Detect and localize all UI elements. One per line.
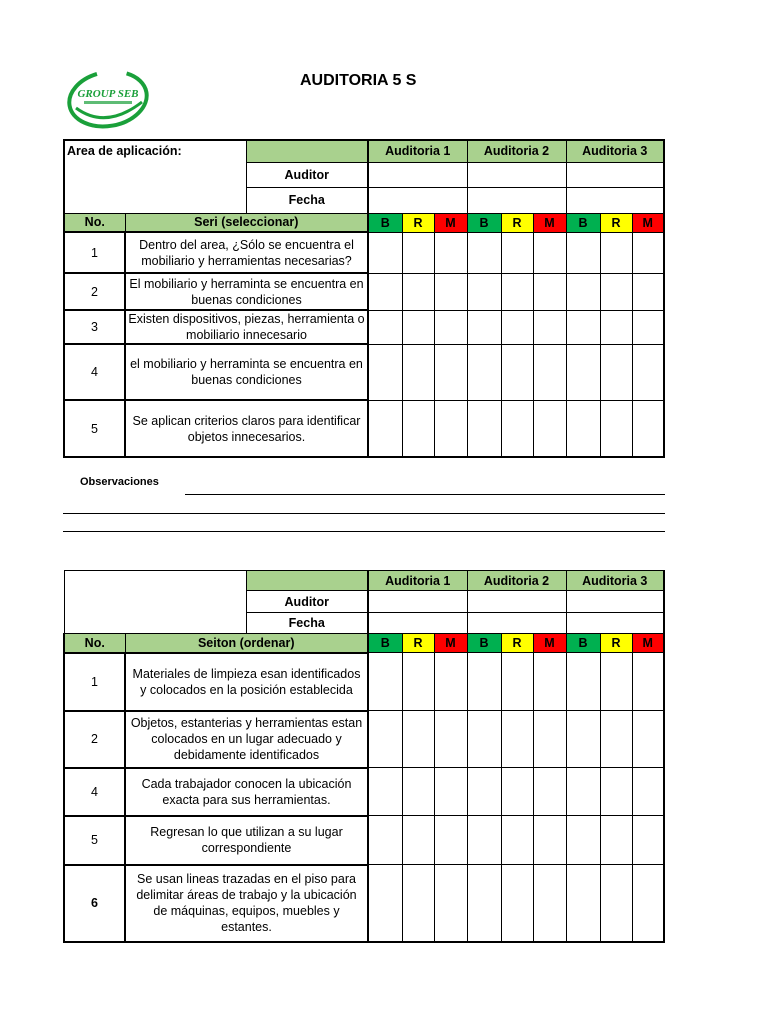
rating-cell-auditoria-3-b[interactable] [566,711,600,768]
rating-cell-auditoria-2-r[interactable] [501,344,533,400]
rating-cell-auditoria-2-m[interactable] [533,310,566,344]
rating-cell-auditoria-3-r[interactable] [600,400,632,457]
question-row [64,711,664,768]
question-text: Existen dispositivos, piezas, herramienta o mobiliario innecesario [125,310,368,344]
auditoria-2-header: Auditoria 2 [467,140,566,162]
rating-cell-auditoria-2-r[interactable] [501,865,533,942]
fecha-3-field[interactable] [566,187,664,213]
question-row [64,232,664,273]
rating-b-1-2: B [368,634,402,653]
rating-r-1: R [402,213,434,232]
auditor-label-2: Auditor [246,591,368,613]
rating-cell-auditoria-1-m[interactable] [434,653,467,711]
auditoria-3-header-2: Auditoria 3 [566,571,664,591]
question-text: Regresan lo que utilizan a su lugar correspondiente [125,816,368,865]
area-label: Area de aplicación: [64,140,246,213]
question-row [64,653,664,711]
rating-cell-auditoria-3-b[interactable] [566,310,600,344]
rating-cell-auditoria-1-m[interactable] [434,816,467,865]
fecha-label: Fecha [246,187,368,213]
rating-cell-auditoria-1-b[interactable] [368,865,402,942]
rating-cell-auditoria-2-m[interactable] [533,232,566,273]
rating-r-2-2: R [501,634,533,653]
rating-b-3-2: B [566,634,600,653]
rating-cell-auditoria-1-r[interactable] [402,711,434,768]
rating-cell-auditoria-3-m[interactable] [632,273,664,310]
rating-cell-auditoria-1-m[interactable] [434,400,467,457]
rating-r-1-2: R [402,634,434,653]
rating-cell-auditoria-3-r[interactable] [600,816,632,865]
rating-cell-auditoria-2-r[interactable] [501,653,533,711]
rating-cell-auditoria-2-r[interactable] [501,232,533,273]
auditoria-1-header: Auditoria 1 [368,140,467,162]
rating-cell-auditoria-2-m[interactable] [533,816,566,865]
rating-cell-auditoria-2-b[interactable] [467,310,501,344]
rating-cell-auditoria-2-r[interactable] [501,400,533,457]
rating-cell-auditoria-1-m[interactable] [434,344,467,400]
rating-cell-auditoria-2-m[interactable] [533,400,566,457]
rating-cell-auditoria-1-m[interactable] [434,232,467,273]
rating-m-3-2: M [632,634,664,653]
area-label-2 [64,571,246,634]
question-number: 2 [64,711,125,768]
rating-cell-auditoria-2-r[interactable] [501,816,533,865]
rating-cell-auditoria-1-r[interactable] [402,310,434,344]
fecha-2-field[interactable] [467,187,566,213]
logo-text: GROUP SEB [77,88,139,100]
rating-cell-auditoria-2-b[interactable] [467,768,501,816]
auditor-1-field-2[interactable] [368,591,467,613]
rating-cell-auditoria-3-r[interactable] [600,711,632,768]
observaciones-label: Observaciones [80,476,159,488]
rating-cell-auditoria-1-b[interactable] [368,768,402,816]
question-number: 4 [64,344,125,400]
question-row [64,273,664,310]
rating-cell-auditoria-3-m[interactable] [632,232,664,273]
rating-cell-auditoria-2-r[interactable] [501,273,533,310]
question-text: El mobiliario y herraminta se encuentra en buenas condiciones [125,273,368,310]
rating-cell-auditoria-2-b[interactable] [467,344,501,400]
question-text: el mobiliario y herraminta se encuentra en buenas condiciones [125,344,368,400]
no-header-2: No. [64,634,125,653]
fecha-3-field-2[interactable] [566,613,664,634]
rating-b-3: B [566,213,600,232]
question-row [64,310,664,344]
rating-cell-auditoria-1-b[interactable] [368,232,402,273]
rating-cell-auditoria-3-m[interactable] [632,653,664,711]
question-number: 1 [64,653,125,711]
seiton-audit-table [63,570,665,943]
rating-cell-auditoria-3-b[interactable] [566,768,600,816]
question-number: 5 [64,400,125,457]
rating-cell-auditoria-3-b[interactable] [566,344,600,400]
rating-cell-auditoria-3-b[interactable] [566,865,600,942]
rating-cell-auditoria-1-r[interactable] [402,816,434,865]
rating-cell-auditoria-3-b[interactable] [566,400,600,457]
fecha-1-field[interactable] [368,187,467,213]
rating-cell-auditoria-3-m[interactable] [632,865,664,942]
question-row [64,344,664,400]
rating-cell-auditoria-2-m[interactable] [533,344,566,400]
rating-cell-auditoria-3-m[interactable] [632,816,664,865]
rating-cell-auditoria-3-r[interactable] [600,232,632,273]
rating-b-2: B [467,213,501,232]
rating-cell-auditoria-3-r[interactable] [600,273,632,310]
fecha-1-field-2[interactable] [368,613,467,634]
section-heading-2: Seiton (ordenar) [125,634,368,653]
question-row [64,400,664,457]
rating-cell-auditoria-1-b[interactable] [368,310,402,344]
rating-cell-auditoria-1-b[interactable] [368,344,402,400]
rating-cell-auditoria-1-m[interactable] [434,711,467,768]
rating-cell-auditoria-2-r[interactable] [501,310,533,344]
observaciones-line-2[interactable] [63,513,665,514]
rating-cell-auditoria-1-b[interactable] [368,816,402,865]
no-header: No. [64,213,125,232]
rating-cell-auditoria-3-r[interactable] [600,310,632,344]
rating-cell-auditoria-3-r[interactable] [600,344,632,400]
seri-audit-table [63,139,665,458]
question-number: 1 [64,232,125,273]
rating-cell-auditoria-1-m[interactable] [434,273,467,310]
rating-b-2-2: B [467,634,501,653]
rating-cell-auditoria-1-m[interactable] [434,768,467,816]
question-text: Objetos, estanterias y herramientas estan colocados en un lugar adecuado y debidamente identificados [125,711,368,768]
rating-r-2: R [501,213,533,232]
rating-cell-auditoria-1-r[interactable] [402,344,434,400]
rating-r-3-2: R [600,634,632,653]
question-row [64,768,664,816]
rating-cell-auditoria-2-b[interactable] [467,711,501,768]
auditor-2-field[interactable] [467,162,566,187]
rating-cell-auditoria-3-b[interactable] [566,653,600,711]
rating-m-1: M [434,213,467,232]
rating-cell-auditoria-1-r[interactable] [402,400,434,457]
rating-cell-auditoria-3-m[interactable] [632,711,664,768]
rating-cell-auditoria-2-b[interactable] [467,232,501,273]
rating-cell-auditoria-3-m[interactable] [632,344,664,400]
auditor-3-field[interactable] [566,162,664,187]
question-text: Se aplican criterios claros para identificar objetos innecesarios. [125,400,368,457]
auditor-label: Auditor [246,162,368,187]
observaciones-line-3[interactable] [63,531,665,532]
group-seb-logo [66,68,150,130]
rating-r-3: R [600,213,632,232]
rating-cell-auditoria-1-b[interactable] [368,711,402,768]
rating-cell-auditoria-3-m[interactable] [632,310,664,344]
rating-cell-auditoria-1-r[interactable] [402,273,434,310]
rating-cell-auditoria-1-b[interactable] [368,653,402,711]
blank-header [246,140,368,162]
rating-cell-auditoria-2-m[interactable] [533,768,566,816]
fecha-2-field-2[interactable] [467,613,566,634]
observaciones-line-1[interactable] [185,494,665,495]
rating-cell-auditoria-1-r[interactable] [402,232,434,273]
rating-cell-auditoria-1-m[interactable] [434,310,467,344]
rating-cell-auditoria-2-b[interactable] [467,400,501,457]
question-number: 4 [64,768,125,816]
rating-cell-auditoria-2-b[interactable] [467,653,501,711]
rating-m-2-2: M [533,634,566,653]
question-number: 3 [64,310,125,344]
rating-m-2: M [533,213,566,232]
auditor-1-field[interactable] [368,162,467,187]
rating-cell-auditoria-2-m[interactable] [533,711,566,768]
rating-cell-auditoria-3-m[interactable] [632,768,664,816]
rating-cell-auditoria-2-m[interactable] [533,653,566,711]
rating-cell-auditoria-2-m[interactable] [533,865,566,942]
page-title: AUDITORIA 5 S [300,72,417,89]
fecha-label-2: Fecha [246,613,368,634]
rating-cell-auditoria-3-r[interactable] [600,653,632,711]
rating-cell-auditoria-2-r[interactable] [501,768,533,816]
question-text: Dentro del area, ¿Sólo se encuentra el mobiliario y herramientas necesarias? [125,232,368,273]
blank-header-2 [246,571,368,591]
rating-cell-auditoria-3-b[interactable] [566,816,600,865]
rating-cell-auditoria-1-r[interactable] [402,653,434,711]
rating-cell-auditoria-3-r[interactable] [600,865,632,942]
question-number: 6 [64,865,125,942]
rating-cell-auditoria-2-m[interactable] [533,273,566,310]
rating-cell-auditoria-2-b[interactable] [467,816,501,865]
section-heading: Seri (seleccionar) [125,213,368,232]
rating-cell-auditoria-3-b[interactable] [566,232,600,273]
rating-cell-auditoria-1-r[interactable] [402,865,434,942]
rating-cell-auditoria-2-b[interactable] [467,865,501,942]
rating-b-1: B [368,213,402,232]
rating-cell-auditoria-3-r[interactable] [600,768,632,816]
question-number: 5 [64,816,125,865]
rating-m-3: M [632,213,664,232]
question-number: 2 [64,273,125,310]
rating-cell-auditoria-3-m[interactable] [632,400,664,457]
rating-cell-auditoria-1-b[interactable] [368,273,402,310]
rating-cell-auditoria-2-r[interactable] [501,711,533,768]
question-row [64,865,664,942]
rating-cell-auditoria-1-m[interactable] [434,865,467,942]
auditor-2-field-2[interactable] [467,591,566,613]
rating-cell-auditoria-2-b[interactable] [467,273,501,310]
auditoria-2-header-2: Auditoria 2 [467,571,566,591]
rating-m-1-2: M [434,634,467,653]
rating-cell-auditoria-3-b[interactable] [566,273,600,310]
auditor-3-field-2[interactable] [566,591,664,613]
question-text: Cada trabajador conocen la ubicación exacta para sus herramientas. [125,768,368,816]
question-text: Materiales de limpieza esan identificados y colocados en la posición establecida [125,653,368,711]
auditoria-1-header-2: Auditoria 1 [368,571,467,591]
question-row [64,816,664,865]
rating-cell-auditoria-1-r[interactable] [402,768,434,816]
auditoria-3-header: Auditoria 3 [566,140,664,162]
rating-cell-auditoria-1-b[interactable] [368,400,402,457]
question-text: Se usan lineas trazadas en el piso para delimitar áreas de trabajo y la ubicación de máquinas, equipos, muebles y estantes. [125,865,368,942]
